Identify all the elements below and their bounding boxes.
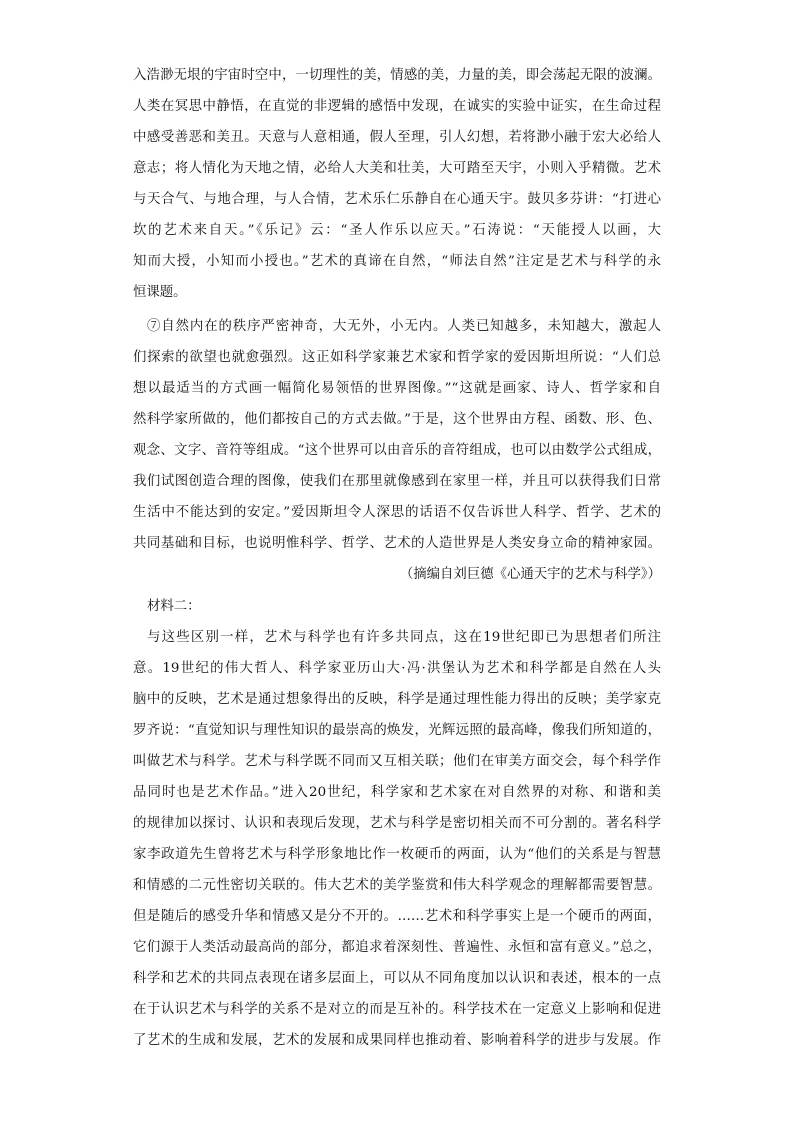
text-line: 和情感的二元性密切关联的。伟大艺术的美学鉴赏和伟大科学观念的理解都需要智慧。 [133, 878, 661, 893]
text-line: 的规律加以探讨、认识和表现后发现，艺术与科学是密切相关而不可分割的。著名科学 [133, 816, 661, 831]
text-line: 知而大授，小知而小授也。”艺术的真谛在自然，“师法自然”注定是艺术与科学的永 [133, 254, 661, 269]
text-line: 们探索的欲望也就愈强烈。这正如科学家兼艺术家和哲学家的爱因斯坦所说：“人们总 [133, 350, 661, 365]
text-line: ⑦自然内在的秩序严密神奇，大无外，小无内。人类已知越多，未知越大，激起人 [147, 319, 661, 334]
text-line: 科学和艺术的共同点表现在诸多层面上，可以从不同角度加以认识和表述，根本的一点 [133, 971, 661, 986]
section-heading: 材料二： [147, 599, 201, 614]
text-line: 共同基础和目标，也说明惟科学、哲学、艺术的人造世界是人类安身立命的精神家园。 [133, 536, 661, 551]
text-line: 坎的艺术来自天。”《乐记》云：“圣人作乐以应天。”石涛说：“天能授人以画，大 [133, 223, 661, 238]
text-line: 意。19世纪的伟大哲人、科学家亚历山大·冯·洪堡认为艺术和科学都是自然在人头 [133, 661, 661, 676]
text-line: 生活中不能达到的安定。”爱因斯坦令人深思的话语不仅告诉世人科学、哲学、艺术的 [133, 505, 661, 520]
text-line: 人类在冥思中静悟，在直觉的非逻辑的感悟中发现，在诚实的实验中证实，在生命过程 [133, 99, 661, 114]
text-line: 意志；将人情化为天地之情，必给人大美和壮美，大可踏至天宇，小则入乎精微。艺术 [133, 161, 661, 176]
text-line: 与这些区别一样，艺术与科学也有许多共同点，这在19世纪即已为思想者们所注 [147, 630, 661, 645]
text-line: 它们源于人类活动最高尚的部分，都追求着深刻性、普遍性、永恒和富有意义。”总之， [133, 940, 661, 955]
text-line: 家李政道先生曾将艺术与科学形象地比作一枚硬币的两面，认为“他们的关系是与智慧 [133, 847, 661, 862]
source-citation: （摘编自刘巨德《心通天宇的艺术与科学》） [399, 567, 661, 582]
text-line: 然科学家所做的，他们都按自己的方式去做。”于是，这个世界由方程、函数、形、色、 [133, 412, 661, 427]
text-line: 罗齐说：“直觉知识与理性知识的最崇高的焕发，光辉远照的最高峰，像我们所知道的， [133, 723, 661, 738]
text-line: 品同时也是艺术作品。”进入20世纪，科学家和艺术家在对自然界的对称、和谐和美 [133, 785, 661, 800]
text-line: 与天合气、与地合理，与人合情，艺术乐仁乐静自在心通天宇。鼓贝多芬讲：“打进心 [133, 192, 661, 207]
text-line: 但是随后的感受升华和情感又是分不开的。……艺术和科学事实上是一个硬币的两面， [133, 909, 661, 924]
text-line: 想以最适当的方式画一幅简化易领悟的世界图像。”“这就是画家、诗人、哲学家和自 [133, 381, 661, 396]
text-line: 入浩渺无垠的宇宙时空中，一切理性的美，情感的美，力量的美，即会荡起无限的波澜。 [133, 68, 661, 83]
text-line: 了艺术的生成和发展，艺术的发展和成果同样也推动着、影响着科学的进步与发展。作 [133, 1033, 661, 1048]
text-line: 恒课题。 [133, 285, 187, 300]
text-line: 叫做艺术与科学。艺术与科学既不同而又互相关联；他们在审美方面交会，每个科学作 [133, 754, 661, 769]
text-line: 中感受善恶和美丑。天意与人意相通，假人至理，引人幻想，若将渺小融于宏大必给人 [133, 130, 661, 145]
text-line: 在于认识艺术与科学的关系不是对立的而是互补的。科学技术在一定意义上影响和促进 [133, 1002, 661, 1017]
text-line: 脑中的反映，艺术是通过想象得出的反映，科学是通过理性能力得出的反映；美学家克 [133, 692, 661, 707]
text-line: 我们试图创造合理的图像，使我们在那里就像感到在家里一样，并且可以获得我们日常 [133, 474, 661, 489]
text-line: 观念、文字、音符等组成。“这个世界可以由音乐的音符组成，也可以由数学公式组成， [133, 443, 661, 458]
